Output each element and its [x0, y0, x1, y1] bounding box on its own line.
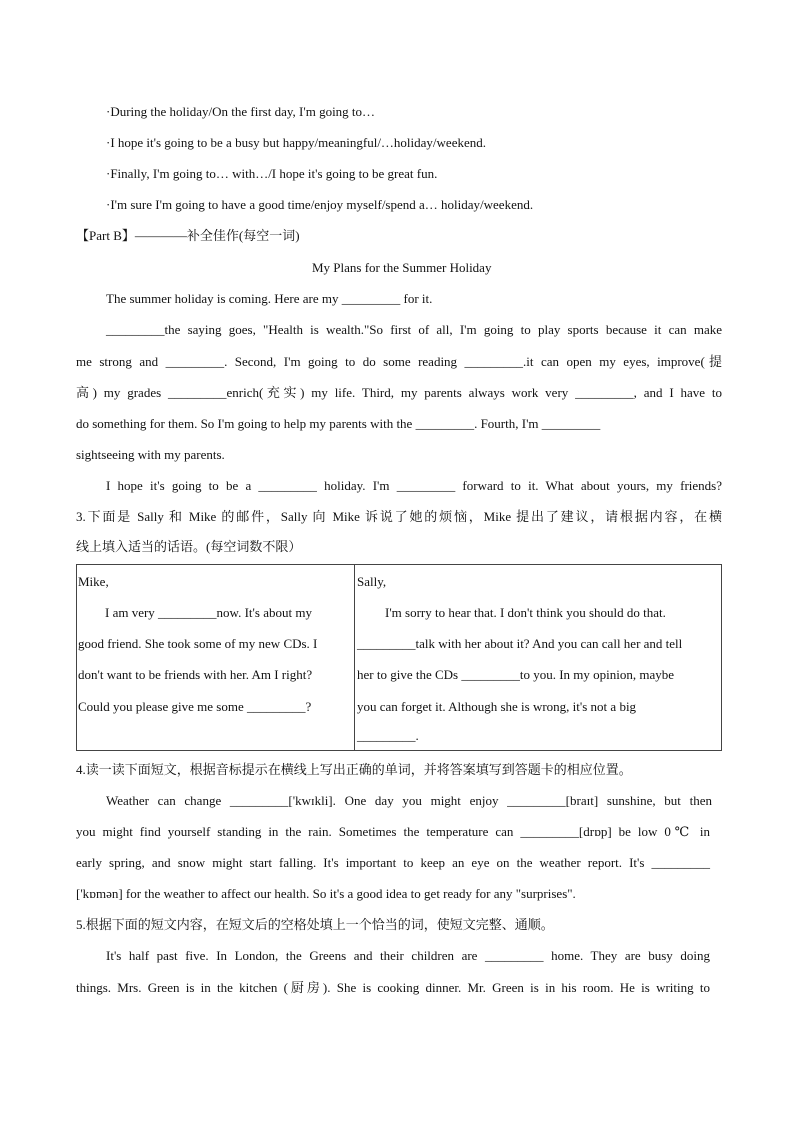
part-b-line-6: sightseeing with my parents.	[76, 447, 225, 462]
table-divider	[354, 565, 355, 750]
q4-line-4: ['kɒmən] for the weather to affect our health. So it's a good idea to get ready for any "surprises".	[76, 886, 576, 901]
q5-line-2: things. Mrs. Green is in the kitchen (厨房). She is cooking dinner. Mr. Green is in his room. He is writing to	[76, 980, 710, 995]
part-b-line-2: _________the saying goes, "Health is wealth."So first of all, I'm going to play sports because it can make	[106, 322, 722, 337]
mike-line-1: I am very _________now. It's about my	[105, 605, 312, 620]
q5-line-1: It's half past five. In London, the Greens and their children are _________ home. They are busy doing	[106, 948, 710, 963]
part-b-line-5: do something for them. So I'm going to help my parents with the _________. Fourth, I'm _________	[76, 416, 601, 431]
q4-line-1: Weather can change _________['kwɪkli]. One day you might enjoy _________[braɪt] sunshine, but then	[106, 793, 712, 808]
q3-instruction-1: 3.下面是 Sally 和 Mike 的邮件，Sally 向 Mike 诉说了她的烦恼，Mike 提出了建议，请根据内容，在横	[76, 509, 722, 524]
part-b-title: My Plans for the Summer Holiday	[312, 260, 492, 275]
sally-line-5: _________.	[357, 728, 419, 743]
sally-greeting: Sally,	[357, 574, 387, 589]
q4-heading: 4.读一读下面短文，根据音标提示在横线上写出正确的单词，并将答案填写到答题卡的相应位置。	[76, 762, 632, 777]
sally-line-3: her to give the CDs _________to you. In my opinion, maybe	[357, 667, 675, 682]
sally-line-1: I'm sorry to hear that. I don't think you should do that.	[385, 605, 666, 620]
sally-line-4: you can forget it. Although she is wrong, it's not a big	[357, 699, 637, 714]
intro-line-2: ·I hope it's going to be a busy but happy/meaningful/…holiday/weekend.	[106, 135, 486, 150]
mike-line-4: Could you please give me some _________?	[78, 699, 312, 714]
mike-greeting: Mike,	[78, 574, 109, 589]
email-table	[76, 564, 722, 751]
part-b-line-3: me strong and _________. Second, I'm going to do some reading _________.it can open my eyes, improve(提	[76, 354, 722, 369]
part-b-line-1: The summer holiday is coming. Here are my _________ for it.	[106, 291, 433, 306]
part-b-heading: 【Part B】————补全佳作(每空一词)	[76, 228, 300, 243]
intro-line-1: ·During the holiday/On the first day, I'm going to…	[106, 104, 376, 119]
intro-line-4: ·I'm sure I'm going to have a good time/enjoy myself/spend a… holiday/weekend.	[106, 197, 534, 212]
part-b-line-4: 高) my grades _________enrich(充实) my life. Third, my parents always work very _________, and I have to	[76, 385, 722, 400]
q5-heading: 5.根据下面的短文内容，在短文后的空格处填上一个恰当的词，使短文完整、通顺。	[76, 917, 554, 932]
part-b-line-7: I hope it's going to be a _________ holiday. I'm _________ forward to it. What about yours, my friends?	[106, 478, 722, 493]
q4-line-3: early spring, and snow might start falling. It's important to keep an eye on the weather report. It's _________	[76, 855, 710, 870]
q4-line-2: you might find yourself standing in the rain. Sometimes the temperature can _________[drɒp] be low 0℃ in	[76, 824, 710, 839]
q3-instruction-2: 线上填入适当的话语。(每空词数不限）	[76, 539, 302, 554]
sally-line-2: _________talk with her about it? And you can call her and tell	[357, 636, 683, 651]
mike-line-3: don't want to be friends with her. Am I right?	[78, 667, 313, 682]
intro-line-3: ·Finally, I'm going to… with…/I hope it's going to be great fun.	[106, 166, 438, 181]
mike-line-2: good friend. She took some of my new CDs. I	[78, 636, 318, 651]
